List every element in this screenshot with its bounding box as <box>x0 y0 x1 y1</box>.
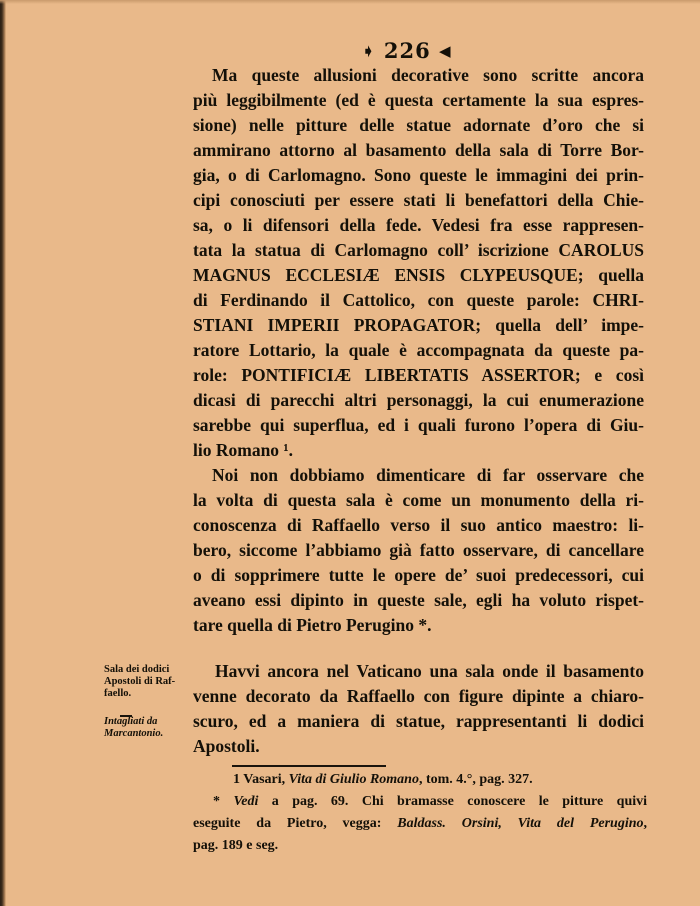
footnote-text: Vasari, <box>243 772 289 787</box>
page-top-edge <box>0 0 700 4</box>
footnote-mark: * <box>213 794 220 809</box>
body-line: gia, o di Carlomagno. Sono queste le immagini dei prin- <box>193 165 644 185</box>
body-line: venne decorato da Raffaello con figure dipinte a chiaro- <box>193 686 644 706</box>
footnote-1 <box>233 771 533 789</box>
footnote-text: eseguite da Pietro, vegga: <box>193 816 398 831</box>
body-line: ammirano attorno al basamento della sala di Torre Bor- <box>193 140 644 160</box>
body-line: o di sopprimere tutte le opere de’ suoi predecessori, cui <box>193 565 644 585</box>
body-line: sarebbe qui superflua, ed i quali furono l’opera di Giu- <box>193 415 644 435</box>
footnote-title: Vita di Giulio Romano <box>288 772 419 787</box>
body-line: Havvi ancora nel Vaticano una sala onde il basamento <box>215 661 644 681</box>
body-line: dicasi di parecchi altri personaggi, la cui enumerazione <box>193 390 644 410</box>
right-ornament-icon: ◀ <box>439 42 452 60</box>
body-line: role: PONTIFICIÆ LIBERTATIS ASSERTOR; e così <box>193 365 644 385</box>
footnote-text: a pag. 69. Chi bramasse conoscere le pitture quivi <box>258 794 648 809</box>
left-ornament-icon: ➧ <box>362 42 376 60</box>
body-line: Apostoli. <box>193 736 260 756</box>
body-line: Ma queste allusioni decorative sono scritte ancora <box>212 65 644 85</box>
footnote-2 <box>213 793 647 811</box>
footnote-2-end <box>193 837 278 855</box>
body-line: ratore Lottario, la quale è accompagnata da queste pa- <box>193 340 644 360</box>
body-line: Noi non dobbiamo dimenticare di far osservare che <box>212 465 644 485</box>
body-line: conoscenza di Raffaello verso il suo antico maestro: li- <box>193 515 644 535</box>
body-line: tare quella di Pietro Perugino *. <box>193 615 432 635</box>
body-line: cipi conosciuti per essere stati li benefattori della Chie- <box>193 190 644 210</box>
footnote-text: pag. 189 e seg. <box>193 838 279 853</box>
footnote-2-cont <box>193 815 647 833</box>
margin-note: Marcantonio. <box>104 728 164 739</box>
body-line: tata la statua di Carlomagno coll’ iscrizione CAROLUS <box>193 240 644 260</box>
footnote-text: , <box>643 816 647 831</box>
body-line: MAGNUS ECCLESIÆ ENSIS CLYPEUSQUE; quella <box>193 265 644 285</box>
margin-note: Sala dei dodici <box>104 664 170 675</box>
body-line: lio Romano ¹. <box>193 440 294 460</box>
body-line: STIANI IMPERII PROPAGATOR; quella dell’ impe- <box>193 315 644 335</box>
body-line: sione) nelle pitture delle statue adornate d’oro che si <box>193 115 644 135</box>
page-number-header <box>362 38 482 63</box>
body-line: più leggibilmente (ed è questa certamente la sua espres- <box>193 90 644 110</box>
body-line: sa, o li difensori della fede. Vedesi fra esse rappresen- <box>193 215 644 235</box>
footnote-mark: 1 <box>233 772 240 787</box>
body-line: la volta di questa sala è come un monumento della ri- <box>193 490 644 510</box>
margin-note: Intagliati da <box>104 716 158 727</box>
body-line: scuro, ed a maniera di statue, rappresentanti li dodici <box>193 711 644 731</box>
footnote-title: Baldass. Orsini, Vita del Perugino <box>397 816 644 831</box>
footnote-italic: Vedi <box>233 794 259 809</box>
margin-note: faello. <box>104 688 132 699</box>
body-line: di Ferdinando il Cattolico, con queste parole: CHRI- <box>193 290 644 310</box>
page-edge-shadow <box>0 0 6 906</box>
page-number: 226 <box>383 38 431 63</box>
body-line: aveano essi dipinto in queste sale, egli ha voluto rispet- <box>193 590 644 610</box>
footnote-text: , tom. 4.°, pag. 327. <box>418 772 533 787</box>
body-line: bero, siccome l’abbiamo già fatto osservare, di cancellare <box>193 540 644 560</box>
margin-note: Apostoli di Raf- <box>104 676 176 687</box>
footnote-rule <box>232 765 386 767</box>
